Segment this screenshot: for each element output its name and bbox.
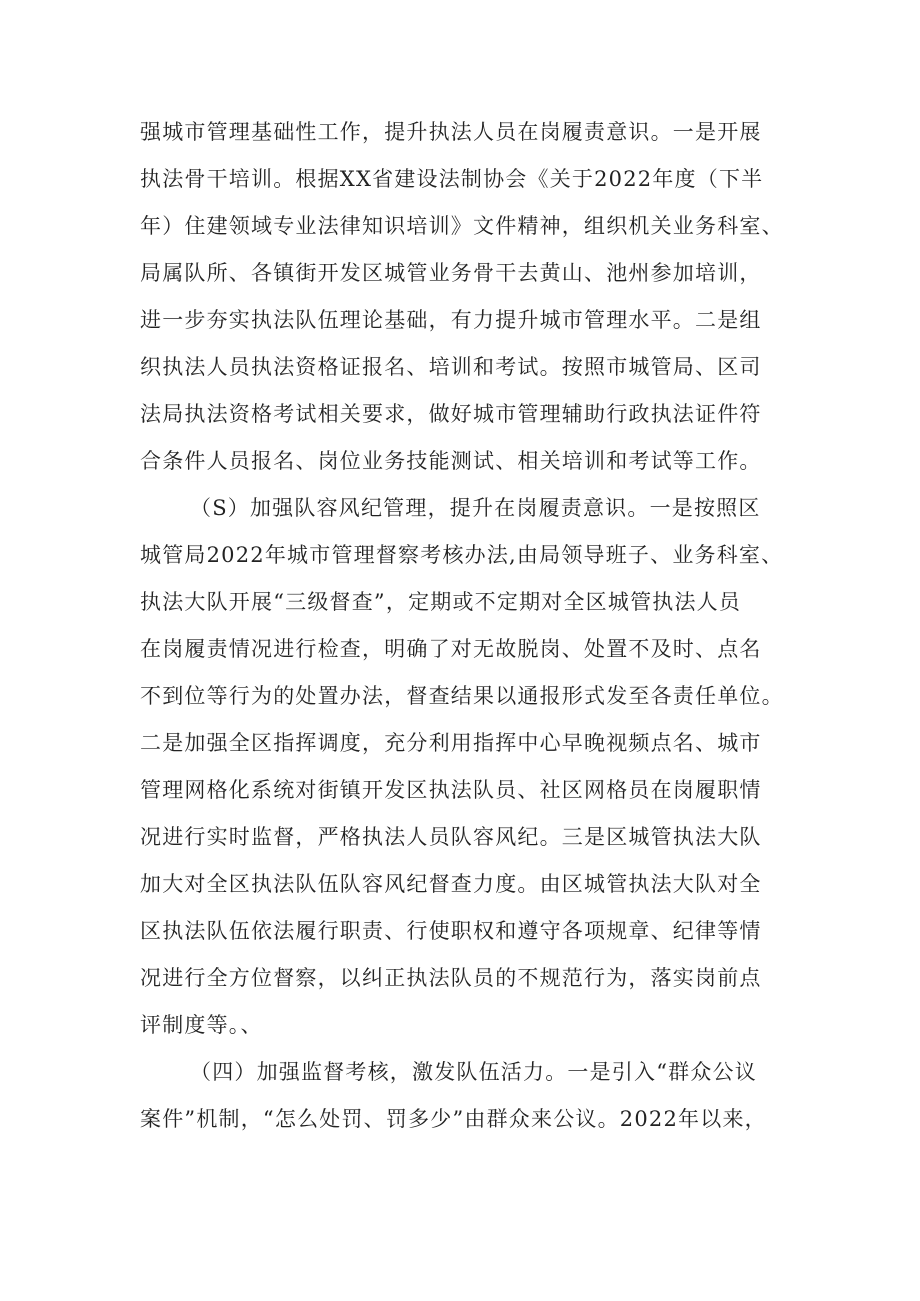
text-line: 评制度等。、 bbox=[140, 1013, 263, 1037]
paragraph-heading: （四）加强监督考核，激发队伍活力。一是引入“群众公议 bbox=[190, 1060, 757, 1084]
text-line: 执法骨干培训。根据XX省建设法制协会《关于2022年度（下半 bbox=[140, 167, 764, 191]
text-line: 管理网格化系统对街镇开发区执法队员、社区网格员在岗履职情 bbox=[140, 778, 762, 802]
text-line: 合条件人员报名、岗位业务技能测试、相关培训和考试等工作。 bbox=[140, 449, 762, 473]
text-line: 局属队所、各镇街开发区城管业务骨干去黄山、池州参加培训， bbox=[140, 261, 762, 285]
text-line: 城管局2022年城市管理督察考核办法,由局领导班子、业务科室、 bbox=[140, 543, 784, 567]
text-line: 案件”机制，“怎么处罚、罚多少”由群众来公议。2022年以来， bbox=[140, 1107, 767, 1131]
text-line: 进一步夯实执法队伍理论基础，有力提升城市管理水平。二是组 bbox=[140, 308, 762, 332]
paragraph-heading: （S）加强队容风纪管理，提升在岗履责意识。一是按照区 bbox=[190, 496, 761, 520]
text-line: 加大对全区执法队伍队容风纪督查力度。由区城管执法大队对全 bbox=[140, 872, 762, 896]
text-line: 况进行实时监督，严格执法人员队容风纪。三是区城管执法大队 bbox=[140, 825, 762, 849]
text-line: 况进行全方位督察，以纠正执法队员的不规范行为，落实岗前点 bbox=[140, 966, 762, 990]
text-line: 年）住建领域专业法律知识培训》文件精神，组织机关业务科室、 bbox=[140, 214, 784, 238]
text-line: 织执法人员执法资格证报名、培训和考试。按照市城管局、区司 bbox=[140, 355, 762, 379]
text-line: 法局执法资格考试相关要求，做好城市管理辅助行政执法证件符 bbox=[140, 402, 762, 426]
text-line: 在岗履责情况进行检查，明确了对无故脱岗、处置不及时、点名 bbox=[140, 637, 762, 661]
text-line: 执法大队开展“三级督查”，定期或不定期对全区城管执法人员 bbox=[140, 590, 742, 614]
text-line: 区执法队伍依法履行职责、行使职权和遵守各项规章、纪律等情 bbox=[140, 919, 762, 943]
text-line: 强城市管理基础性工作，提升执法人员在岗履责意识。一是开展 bbox=[140, 120, 762, 144]
text-line: 二是加强全区指挥调度，充分利用指挥中心早晚视频点名、城市 bbox=[140, 731, 762, 755]
text-line: 不到位等行为的处置办法，督查结果以通报形式发至各责任单位。 bbox=[140, 684, 784, 708]
